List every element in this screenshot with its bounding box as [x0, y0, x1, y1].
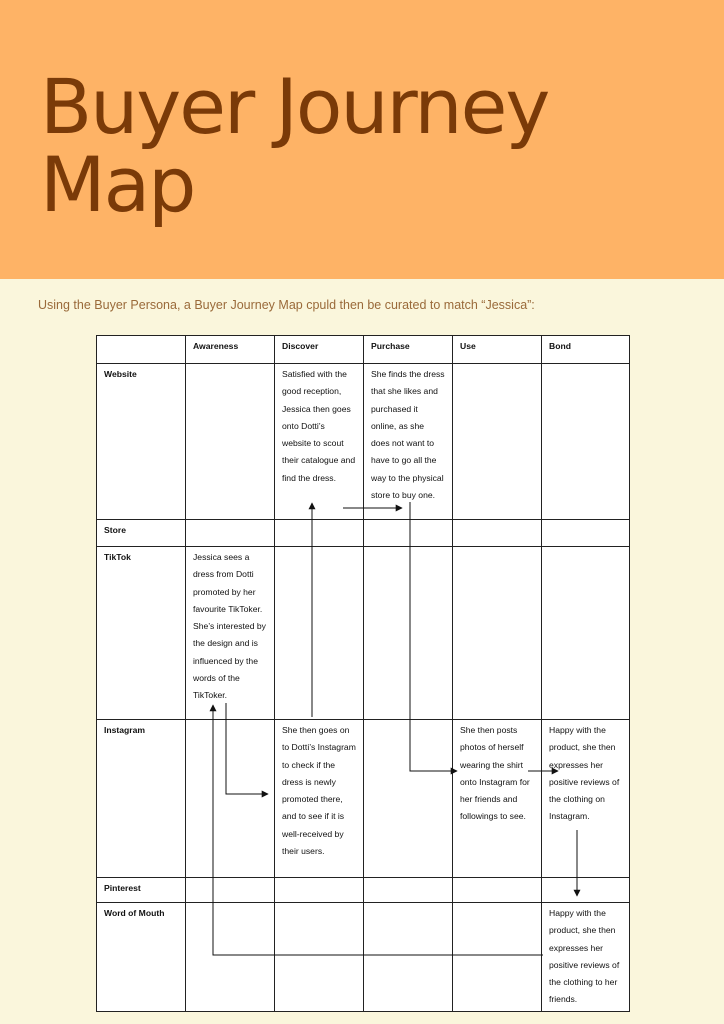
cell-instagram-use: She then posts photos of herself wearing the shirt onto Instagram for her friends and followings to see.	[453, 720, 542, 878]
cell-tiktok-awareness: Jessica sees a dress from Dotti promoted by her favourite TikToker. She’s interested by the design and is influenced by the words of the TikToker.	[186, 547, 275, 720]
page-title	[40, 62, 549, 229]
cell-store-discover	[275, 520, 364, 547]
title-line-2: Map	[40, 140, 195, 229]
cell-wom-purchase	[364, 903, 453, 1012]
column-header-awareness: Awareness	[186, 336, 275, 364]
journey-map	[96, 335, 629, 1007]
journey-table	[96, 335, 630, 1012]
table-row-tiktok	[97, 547, 630, 720]
column-header-discover: Discover	[275, 336, 364, 364]
column-header-use: Use	[453, 336, 542, 364]
cell-pinterest-discover	[275, 878, 364, 903]
table-row-instagram	[97, 720, 630, 878]
cell-wom-use	[453, 903, 542, 1012]
column-header-purchase: Purchase	[364, 336, 453, 364]
cell-store-use	[453, 520, 542, 547]
cell-pinterest-purchase	[364, 878, 453, 903]
cell-pinterest-use	[453, 878, 542, 903]
cell-pinterest-bond	[542, 878, 630, 903]
header-row	[97, 336, 630, 364]
title-line-1: Buyer Journey	[40, 62, 549, 151]
cell-tiktok-bond	[542, 547, 630, 720]
cell-store-awareness	[186, 520, 275, 547]
cell-instagram-awareness	[186, 720, 275, 878]
cell-tiktok-purchase	[364, 547, 453, 720]
cell-website-awareness	[186, 364, 275, 520]
cell-website-purchase: She finds the dress that she likes and purchased it online, as she does not want to have to go all the way to the physical store to buy one.	[364, 364, 453, 520]
row-label-pinterest: Pinterest	[97, 878, 186, 903]
intro-text: Using the Buyer Persona, a Buyer Journey Map cpuld then be curated to match “Jessica”:	[38, 298, 535, 312]
row-label-word-of-mouth: Word of Mouth	[97, 903, 186, 1012]
cell-store-bond	[542, 520, 630, 547]
cell-instagram-discover: She then goes on to Dotti’s Instagram to check if the dress is newly promoted there, and to see if it is well-received by their users.	[275, 720, 364, 878]
cell-website-bond	[542, 364, 630, 520]
row-label-website: Website	[97, 364, 186, 520]
row-label-tiktok: TikTok	[97, 547, 186, 720]
column-header-bond: Bond	[542, 336, 630, 364]
cell-store-purchase	[364, 520, 453, 547]
table-row-word-of-mouth	[97, 903, 630, 1012]
cell-website-discover: Satisfied with the good reception, Jessica then goes onto Dotti’s website to scout their catalogue and find the dress.	[275, 364, 364, 520]
cell-pinterest-awareness	[186, 878, 275, 903]
table-row-store	[97, 520, 630, 547]
cell-instagram-purchase	[364, 720, 453, 878]
table-row-website	[97, 364, 630, 520]
cell-wom-bond: Happy with the product, she then expresses her positive reviews of the clothing to her friends.	[542, 903, 630, 1012]
header-corner	[97, 336, 186, 364]
header-banner	[0, 0, 724, 279]
cell-wom-awareness	[186, 903, 275, 1012]
table-row-pinterest	[97, 878, 630, 903]
row-label-store: Store	[97, 520, 186, 547]
cell-website-use	[453, 364, 542, 520]
row-label-instagram: Instagram	[97, 720, 186, 878]
cell-tiktok-discover	[275, 547, 364, 720]
cell-instagram-bond: Happy with the product, she then expresses her positive reviews of the clothing on Instagram.	[542, 720, 630, 878]
cell-tiktok-use	[453, 547, 542, 720]
cell-wom-discover	[275, 903, 364, 1012]
